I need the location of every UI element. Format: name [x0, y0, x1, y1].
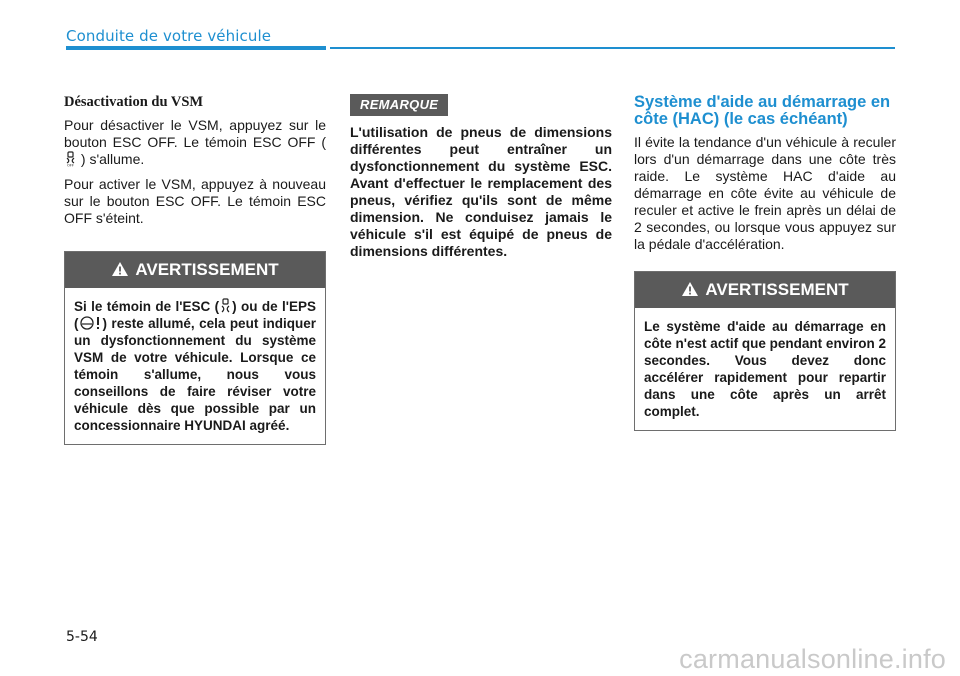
header-rule-thick: [66, 46, 326, 50]
warning-triangle-icon: [111, 261, 129, 277]
warning-text: Le système d'aide au démarrage en côte n'est actif que pendant environ 2 secondes. Vous devez donc accélérer rapidement pour repartir dans une côte après un arrêt complet.: [644, 319, 886, 419]
warning-header: AVERTISSEMENT: [635, 272, 895, 308]
note-label: REMARQUE: [350, 94, 448, 116]
watermark: carmanualsonline.info: [679, 644, 946, 674]
section-title: Conduite de votre véhicule: [66, 27, 272, 45]
header-rule-thin: [330, 47, 895, 49]
hac-heading: Système d'aide au démarrage en côte (HAC) (le cas échéant): [634, 93, 891, 128]
warning-text: Si le témoin de l'ESC ( ) ou de l'EPS ( ) reste allumé, cela peut indiquer un dysfonctionnement du système VSM de votre véhicule. Lorsque ce témoin s'allume, nous vous conseillons de faire réviser votre véhicule dès que possible par un concessionnaire HYUNDAI agréé.: [74, 299, 316, 433]
note-text: L'utilisation de pneus de dimensions différentes peut entraîner un dysfonctionnement du système ESC. Avant d'effectuer le remplacement des pneus, vérifiez qu'ils sont de même dimension. Ne conduisez jamais le véhicule s'il est équipé de pneus de dimensions différentes.: [350, 124, 612, 259]
vsm-paragraph-2: Pour activer le VSM, appuyez à nouveau sur le bouton ESC OFF. Le témoin ESC OFF s'éteint.: [64, 176, 326, 226]
column-right: [634, 94, 896, 431]
page-number: 5-54: [66, 629, 98, 645]
vsm-warning-box: [64, 251, 326, 445]
vsm-paragraph-1: Pour désactiver le VSM, appuyez sur le bouton ESC OFF. Le témoin ESC OFF ( OFF ) s'allume.: [64, 117, 326, 167]
esc-icon: [219, 298, 232, 314]
warning-triangle-icon: [681, 281, 699, 297]
column-left: [64, 94, 326, 445]
hac-paragraph: Il évite la tendance d'un véhicule à reculer lors d'un démarrage dans une côte très raide. Le système HAC d'aide au démarrage en côte évite au véhicule de reculer et active le frein après un délai de 2 secondes, ou lorsque vous appuyez sur la pédale d'accélération.: [634, 134, 896, 252]
esc-off-icon: [64, 151, 77, 167]
vsm-heading: Désactivation du VSM: [64, 94, 204, 110]
hac-warning-box: [634, 271, 896, 431]
svg-text:OFF: OFF: [67, 163, 74, 167]
warning-header: AVERTISSEMENT: [65, 252, 325, 288]
column-middle: [350, 94, 612, 260]
eps-icon: [79, 315, 103, 331]
